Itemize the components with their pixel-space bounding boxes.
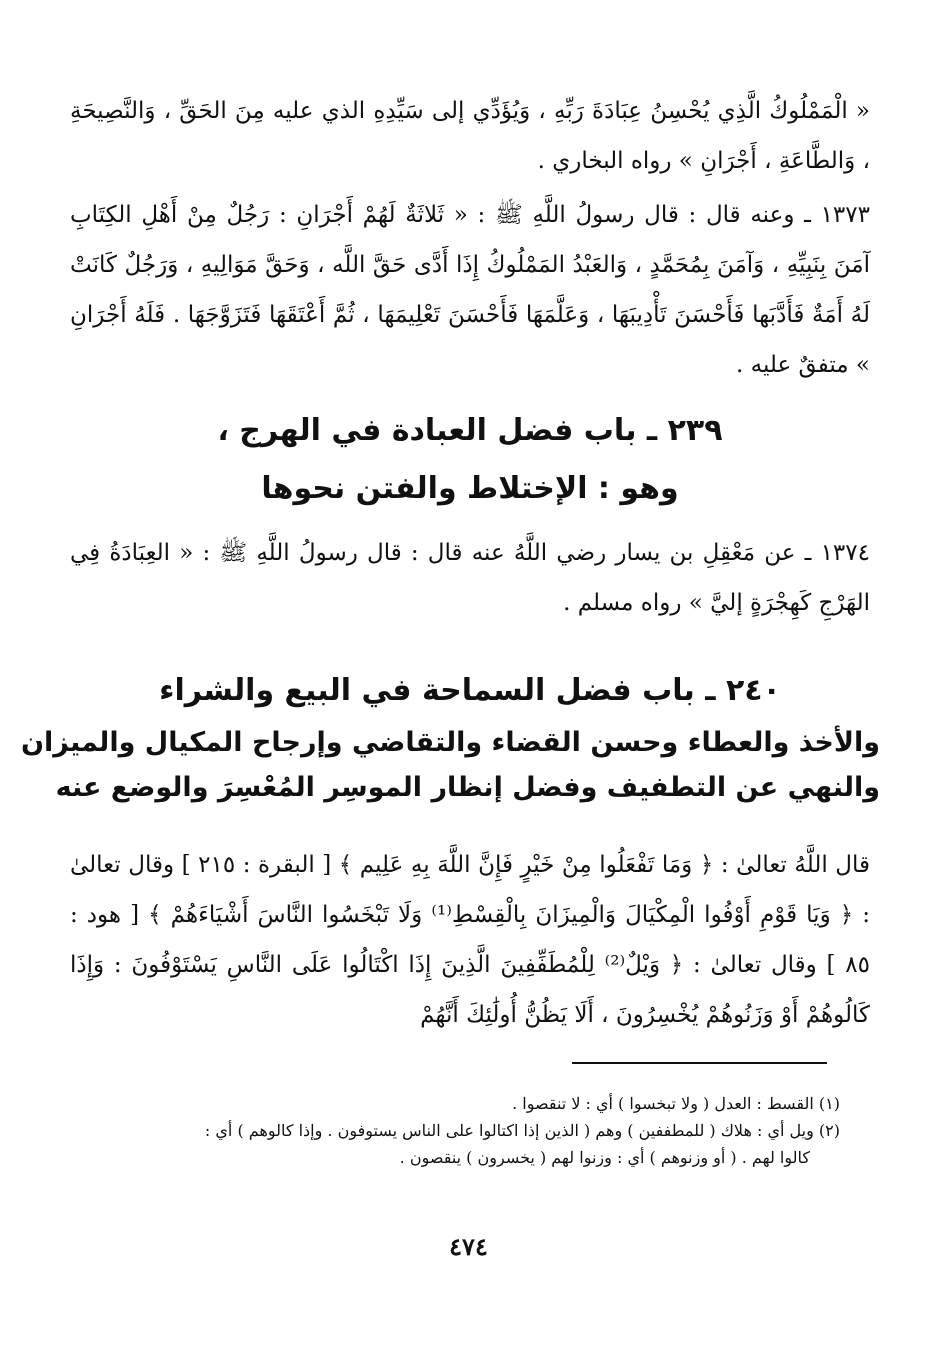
hadith-1372-continuation: « الْمَمْلُوكُ الَّذِي يُحْسِنُ عِبَادَةَ رَبِّهِ ، وَيُؤَدِّي إلى سَيِّدِهِ الذي عليه مِنَ الحَقِّ ، وَالنَّصِيحَةِ ، وَالطَّاعَةِ ، أَجْرَانِ » رواه البخاري .: [70, 98, 870, 174]
chapter-239-subtitle: وهو : الإختلاط والفتن نحوها: [261, 471, 679, 506]
footnote-separator: [572, 1062, 827, 1064]
footnote-2-continuation: كالوا لهم . ( أو وزنوهم ) أي : وزنوا لهم ( يخسرون ) ينقصون .: [399, 1148, 810, 1167]
footnotes: [80, 1090, 840, 1171]
chapter-240-heading: [20, 662, 880, 810]
chapter-240-subtitle-2: والنهي عن التطفيف وفضل إنظار الموسِر المُعْسِرَ والوضع عنه: [55, 772, 880, 803]
footnote-1: (١) القسط : العدل ( ولا تبخسوا ) أي : لا تنقصوا .: [512, 1094, 840, 1113]
hadith-1374: ١٣٧٤ ـ عن مَعْقِلِ بن يسار رضي اللَّهُ عنه قال : قال رسولُ اللَّهِ ﷺ : « العِبَادَةُ فِي الهَرْجِ كَهِجْرَةٍ إليَّ » رواه مسلم .: [70, 540, 870, 616]
footnote-2: (٢) ويل أي : هلاك ( للمطففين ) وهم ( الذين إذا اكتالوا على الناس يستوفون . وإذا كالوهم ) أي :: [204, 1121, 840, 1140]
chapter-239-heading: [60, 402, 880, 518]
chapter-240-title: ٢٤٠ ـ باب فضل السماحة في البيع والشراء: [159, 673, 781, 708]
page-number: ٤٧٤: [449, 1232, 488, 1261]
hadith-1373: ١٣٧٣ ـ وعنه قال : قال رسولُ اللَّهِ ﷺ : « ثَلاثَةٌ لَهُمْ أَجْرَانِ : رَجُلٌ مِنْ أَهْلِ الكِتَابِ آمَنَ بِنَبِيِّهِ ، وَآمَنَ بِمُحَمَّدٍ ، وَالعَبْدُ المَمْلُوكُ إِذَا أَدَّى حَقَّ اللَّه ، وَحَقَّ مَوَالِيهِ ، وَرَجُلٌ كَانَتْ لَهُ أَمَةٌ فَأَدَّبَها فَأَحْسَنَ تَأْدِيبَهَا ، وَعَلَّمَهَا فَأَحْسَنَ تَعْلِيمَهَا ، ثُمَّ أَعْتَقَهَا فَتَزَوَّجَهَا . فَلَهُ أَجْرَانِ » متفقٌ عليه .: [70, 202, 870, 378]
quran-verses-paragraph: قال اللَّهُ تعالىٰ : ﴿ وَمَا تَفْعَلُوا مِنْ خَيْرٍ فَإِنَّ اللَّهَ بِهِ عَلِيم ﴾ [ البقرة : ٢١٥ ] وقال تعالىٰ : ﴿ وَيَا قَوْمِ أَوْفُوا الْمِكْيَالَ وَالْمِيزَانَ بِالْقِسْطِ⁽¹⁾ وَلَا تَبْخَسُوا النَّاسَ أَشْيَاءَهُمْ ﴾ [ هود : ٨٥ ] وقال تعالىٰ : ﴿ وَيْلٌ⁽²⁾ لِلْمُطَفِّفِينَ الَّذِينَ إِذَا اكْتَالُوا عَلَى النَّاسِ يَسْتَوْفُونَ : وَإِذَا كَالُوهُمْ أَوْ وَزَنُوهُمْ يُخْسِرُونَ ، أَلَا يَظُنُّ أُولَٰئِكَ أَنَّهُمْ: [70, 852, 871, 1028]
chapter-239-title: ٢٣٩ ـ باب فضل العبادة في الهرج ،: [217, 413, 723, 448]
chapter-240-subtitle-1: والأخذ والعطاء وحسن القضاء والتقاضي وإرجاح المكيال والميزان: [20, 727, 880, 758]
